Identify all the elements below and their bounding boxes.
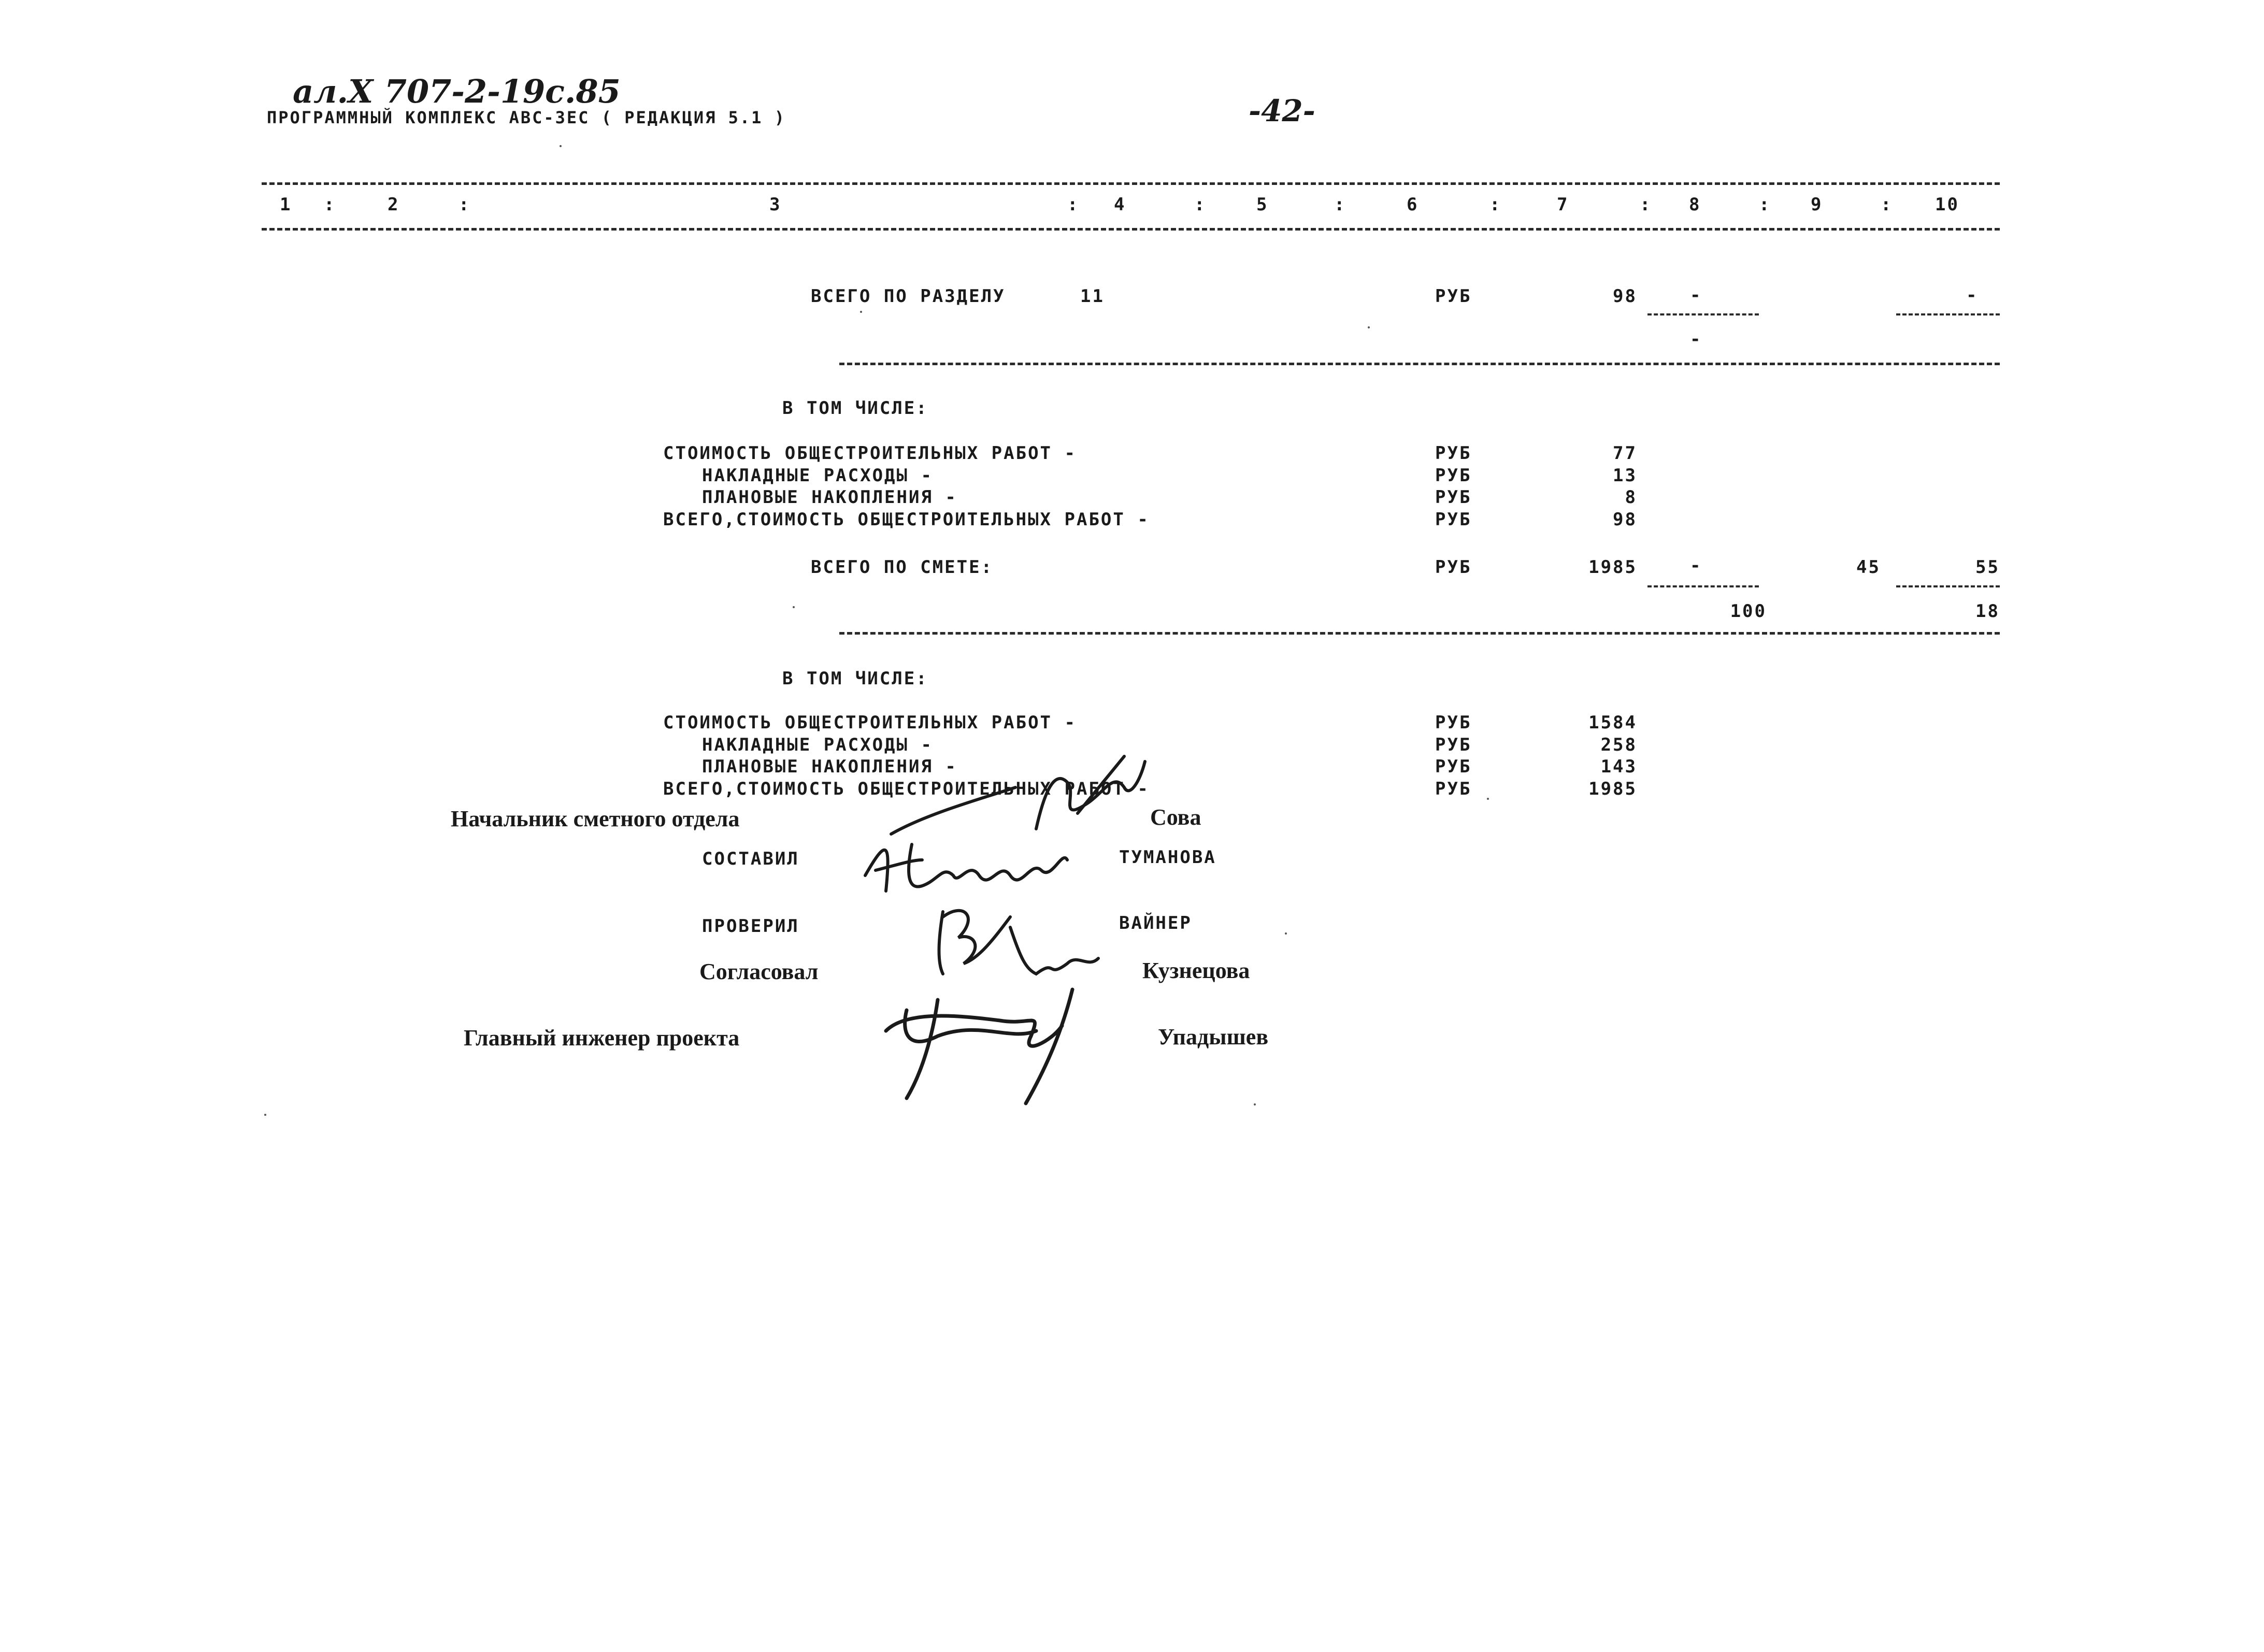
column-number: 8 (1689, 194, 1701, 215)
col8-value: - (1690, 555, 1702, 576)
col8-underline (1647, 313, 1759, 315)
row-value: 143 (1600, 756, 1637, 777)
row-label: СТОИМОСТЬ ОБЩЕСТРОИТЕЛЬНЫХ РАБОТ - (663, 712, 1077, 733)
program-line: ПРОГРАММНЫЙ КОМПЛЕКС АВС-ЗЕС ( РЕДАКЦИЯ 5.1 ) (267, 108, 786, 127)
col10-value: - (1966, 285, 1979, 306)
column-number: 10 (1935, 194, 1959, 215)
head-name: Сова (1150, 805, 1201, 830)
col8-sub-value: 100 (1730, 601, 1767, 622)
agreed-label: Согласовал (699, 959, 819, 984)
signature-compiled (855, 829, 1072, 907)
chief-title: Главный инженер проекта (464, 1025, 740, 1051)
column-separator: : (324, 194, 336, 215)
checked-name: ВАЙНЕР (1119, 913, 1192, 933)
handwritten-code: ал.Х 707-2-19с.85 (293, 73, 621, 110)
scan-speck (1254, 1103, 1256, 1105)
row-label: СТОИМОСТЬ ОБЩЕСТРОИТЕЛЬНЫХ РАБОТ - (663, 443, 1077, 464)
row-unit: РУБ (1435, 465, 1472, 486)
row-label: ПЛАНОВЫЕ НАКОПЛЕНИЯ - (702, 487, 957, 508)
table-top-rule (262, 182, 2000, 185)
row-value: 8 (1625, 487, 1637, 508)
scan-speck (560, 145, 562, 147)
section-total-label: ВСЕГО ПО РАЗДЕЛУ (811, 286, 1006, 307)
value: 1985 (1588, 557, 1637, 578)
row-unit: РУБ (1435, 712, 1472, 733)
unit: РУБ (1435, 286, 1472, 307)
row-value: 1985 (1588, 779, 1637, 799)
header-bottom-rule (262, 228, 2000, 231)
col8-underline (1647, 585, 1759, 587)
column-number: 2 (388, 194, 400, 215)
column-separator: : (458, 194, 471, 215)
agreed-name: Кузнецова (1142, 958, 1250, 983)
column-number: 6 (1407, 194, 1419, 215)
column-number: 5 (1256, 194, 1269, 215)
value: 98 (1613, 286, 1637, 307)
column-separator: : (1759, 194, 1771, 215)
col8-sub-value: - (1690, 329, 1702, 350)
column-separator: : (1640, 194, 1652, 215)
row-unit: РУБ (1435, 509, 1472, 530)
row-unit: РУБ (1435, 443, 1472, 464)
compiled-label: СОСТАВИЛ (702, 849, 799, 869)
section-rule (839, 363, 2000, 365)
column-separator: : (1881, 194, 1893, 215)
section-number: 11 (1080, 286, 1105, 307)
column-number: 4 (1114, 194, 1126, 215)
row-value: 13 (1613, 465, 1637, 486)
signature-chief (876, 979, 1093, 1109)
row-label: НАКЛАДНЫЕ РАСХОДЫ - (702, 735, 933, 755)
section-breakdown-heading: В ТОМ ЧИСЛЕ: (782, 398, 928, 419)
estimate-rule (839, 632, 2000, 635)
column-number: 1 (280, 194, 292, 215)
column-number: 9 (1811, 194, 1823, 215)
col9-value: 45 (1856, 557, 1881, 578)
chief-name: Упадышев (1158, 1024, 1269, 1050)
scan-speck (793, 606, 795, 608)
col10-underline (1896, 585, 2000, 587)
row-label: ВСЕГО,СТОИМОСТЬ ОБЩЕСТРОИТЕЛЬНЫХ РАБОТ - (663, 779, 1150, 799)
row-value: 77 (1613, 443, 1637, 464)
checked-label: ПРОВЕРИЛ (702, 916, 799, 937)
col8-value: - (1690, 285, 1702, 306)
row-value: 1584 (1588, 712, 1637, 733)
scan-speck (264, 1114, 266, 1116)
row-unit: РУБ (1435, 735, 1472, 755)
column-number: 7 (1557, 194, 1569, 215)
scan-speck (1487, 798, 1489, 800)
estimate-total-label: ВСЕГО ПО СМЕТЕ: (811, 557, 994, 578)
row-unit: РУБ (1435, 487, 1472, 508)
scan-speck (1368, 326, 1370, 328)
column-number: 3 (769, 194, 782, 215)
col10-underline (1896, 313, 2000, 315)
row-unit: РУБ (1435, 756, 1472, 777)
row-label: ВСЕГО,СТОИМОСТЬ ОБЩЕСТРОИТЕЛЬНЫХ РАБОТ - (663, 509, 1150, 530)
row-value: 98 (1613, 509, 1637, 530)
row-value: 258 (1600, 735, 1637, 755)
estimate-breakdown-heading: В ТОМ ЧИСЛЕ: (782, 668, 928, 689)
scan-speck (860, 311, 862, 313)
column-separator: : (1334, 194, 1346, 215)
unit: РУБ (1435, 557, 1472, 578)
compiled-name: ТУМАНОВА (1119, 847, 1216, 868)
col10-value: 55 (1975, 557, 2000, 578)
head-title: Начальник сметного отдела (451, 806, 740, 831)
column-separator: : (1194, 194, 1207, 215)
row-label: НАКЛАДНЫЕ РАСХОДЫ - (702, 465, 933, 486)
row-unit: РУБ (1435, 779, 1472, 799)
column-separator: : (1067, 194, 1080, 215)
column-separator: : (1489, 194, 1502, 215)
row-label: ПЛАНОВЫЕ НАКОПЛЕНИЯ - (702, 756, 957, 777)
col10-sub-value: 18 (1975, 601, 2000, 622)
page-number: -42- (1249, 93, 1315, 128)
scan-speck (1285, 932, 1287, 935)
